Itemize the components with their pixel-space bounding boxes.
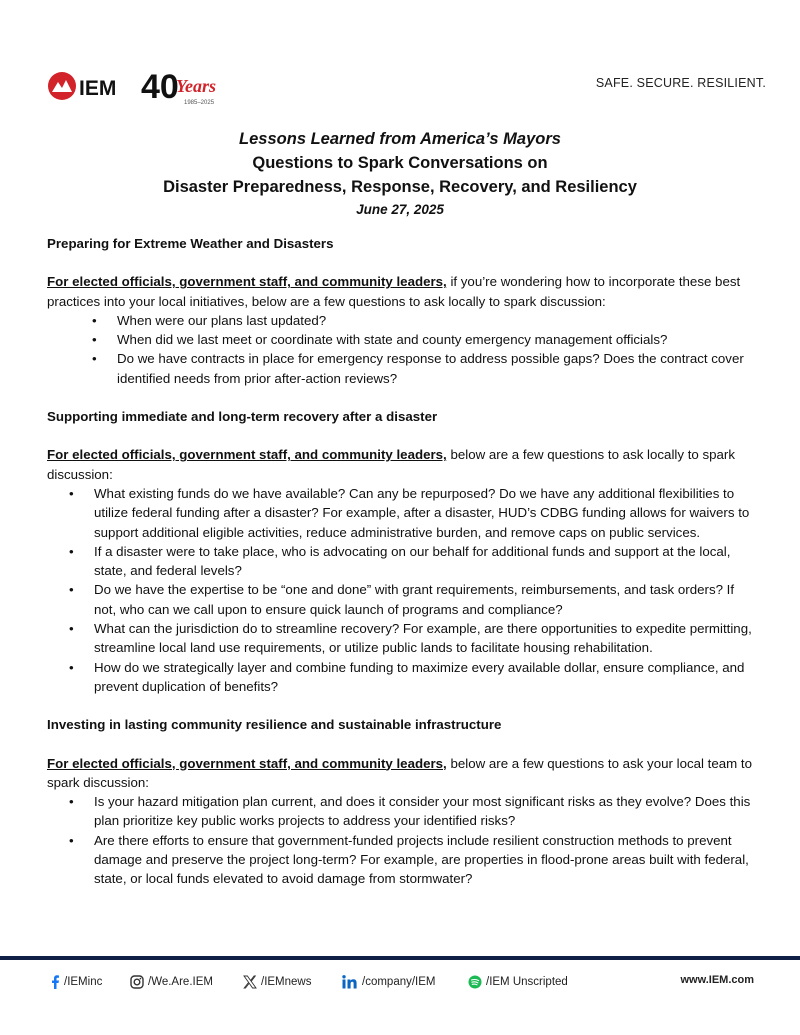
- section-heading: Investing in lasting community resilience and sustainable infrastructure: [47, 717, 502, 733]
- list-item: • If a disaster were to take place, who is advocating on our behalf for additional funds and support at the local, state, and federal levels?: [69, 543, 731, 579]
- document-title: [0, 127, 800, 221]
- bullet-marker: •: [69, 794, 74, 810]
- iem-40-years-logo: [46, 66, 246, 108]
- intro-text: if you’re wondering how to incorporate these best practices into your local initiatives, below are a few questions to ask locally to spark discussion:: [47, 274, 741, 309]
- list-item: • When were our plans last updated?: [117, 311, 757, 330]
- bullet-marker: •: [92, 312, 97, 328]
- footer-linkedin-link[interactable]: [342, 972, 436, 992]
- title-line-2: Questions to Spark Conversations on: [252, 154, 548, 172]
- footer-website-link[interactable]: www.IEM.com: [680, 974, 754, 986]
- bullet-marker: •: [69, 832, 74, 848]
- footer-divider: [0, 956, 800, 960]
- list-item: • What can the jurisdiction do to streamline recovery? For example, are there opportunities to expedite permitting, streamline local land use requirements, or utilize public lands to facilitate housing rehabilitation.: [69, 621, 752, 656]
- svg-text:1985–2025: 1985–2025: [184, 100, 215, 106]
- footer-x-link[interactable]: [243, 972, 312, 992]
- list-item: • Is your hazard mitigation plan current, and does it consider your most significant risks as they evolve? Does this plan prioritize key public works projects to address your identified risks?: [69, 794, 751, 829]
- document-date: June 27, 2025: [356, 202, 444, 217]
- spotify-icon: [468, 975, 482, 989]
- instagram-icon: [130, 975, 144, 989]
- section-preparing: [47, 234, 757, 388]
- footer-facebook-link[interactable]: [50, 972, 102, 992]
- question-list: [47, 311, 757, 388]
- section-intro: [47, 272, 757, 311]
- section-resilience: [47, 715, 757, 888]
- linkedin-icon: [342, 975, 358, 989]
- bullet-marker: •: [69, 485, 74, 501]
- list-item: • Do we have contracts in place for emergency response to address possible gaps? Does the contract cover identified needs from prior after-action reviews?: [92, 351, 744, 386]
- footer-instagram-label: /We.Are.IEM: [148, 976, 213, 988]
- intro-lead: For elected officials, government staff, and community leaders,: [47, 755, 447, 771]
- tagline: SAFE. SECURE. RESILIENT.: [595, 76, 766, 90]
- bullet-marker: •: [92, 351, 97, 367]
- section-heading: Supporting immediate and long-term recovery after a disaster: [47, 409, 438, 425]
- x-icon: [243, 975, 257, 989]
- page-header: [0, 0, 800, 120]
- svg-text:Years: Years: [176, 76, 216, 96]
- footer-spotify-link[interactable]: [468, 972, 568, 992]
- list-item: • Do we have the expertise to be “one and done” with grant requirements, reimbursements, and task orders? If not, who can we call upon to ensure quick launch of programs and compliance?: [69, 582, 735, 617]
- bullet-marker: •: [69, 621, 74, 637]
- section-recovery: [47, 407, 757, 696]
- list-item: • What existing funds do we have available? Can any be repurposed? Do we have any additional flexibilities to utilize federal funding after a disaster? For example, after a disaster, HUD’s CDBG funding allows for waivers to support additional eligible activities, reduce administrative burden, and remove caps on public services.: [69, 485, 750, 540]
- bullet-marker: •: [92, 332, 97, 348]
- section-intro: [47, 445, 757, 484]
- footer-x-label: /IEMnews: [261, 976, 312, 988]
- facebook-icon: [50, 975, 60, 989]
- svg-text:40: 40: [141, 68, 179, 106]
- list-item: • How do we strategically layer and combine funding to maximize every available dollar, ensure compliance, and prevent duplication of benefits?: [69, 659, 745, 694]
- intro-lead: For elected officials, government staff, and community leaders,: [47, 447, 447, 463]
- page-footer: [0, 972, 800, 996]
- title-line-1: Lessons Learned from America’s Mayors: [239, 130, 561, 148]
- list-item: • When did we last meet or coordinate with state and county emergency management officials?: [117, 330, 757, 349]
- bullet-marker: •: [69, 659, 74, 675]
- bullet-marker: •: [69, 582, 74, 598]
- question-list: [47, 792, 757, 888]
- intro-text: below are a few questions to ask locally to spark discussion:: [47, 447, 735, 482]
- list-item: • Are there efforts to ensure that government-funded projects include resilient construction methods to prevent damage and preserve the project long-term? For example, are properties in flood-prone areas built with federal, state, or local funds elevated to avoid damage from stormwater?: [69, 832, 749, 887]
- section-intro: [47, 754, 757, 793]
- svg-text:IEM: IEM: [79, 77, 117, 100]
- footer-instagram-link[interactable]: [130, 972, 213, 992]
- intro-text: below are a few questions to ask your local team to spark discussion:: [47, 755, 753, 790]
- footer-facebook-label: /IEMinc: [64, 976, 103, 988]
- question-list: [47, 484, 757, 696]
- footer-spotify-label: /IEM Unscripted: [486, 976, 568, 988]
- section-heading: Preparing for Extreme Weather and Disasters: [47, 236, 334, 251]
- intro-lead: For elected officials, government staff, and community leaders,: [47, 274, 447, 290]
- bullet-marker: •: [69, 543, 74, 559]
- title-line-3: Disaster Preparedness, Response, Recovery, and Resiliency: [163, 178, 637, 196]
- footer-linkedin-label: /company/IEM: [362, 976, 436, 988]
- document-body: [47, 234, 757, 908]
